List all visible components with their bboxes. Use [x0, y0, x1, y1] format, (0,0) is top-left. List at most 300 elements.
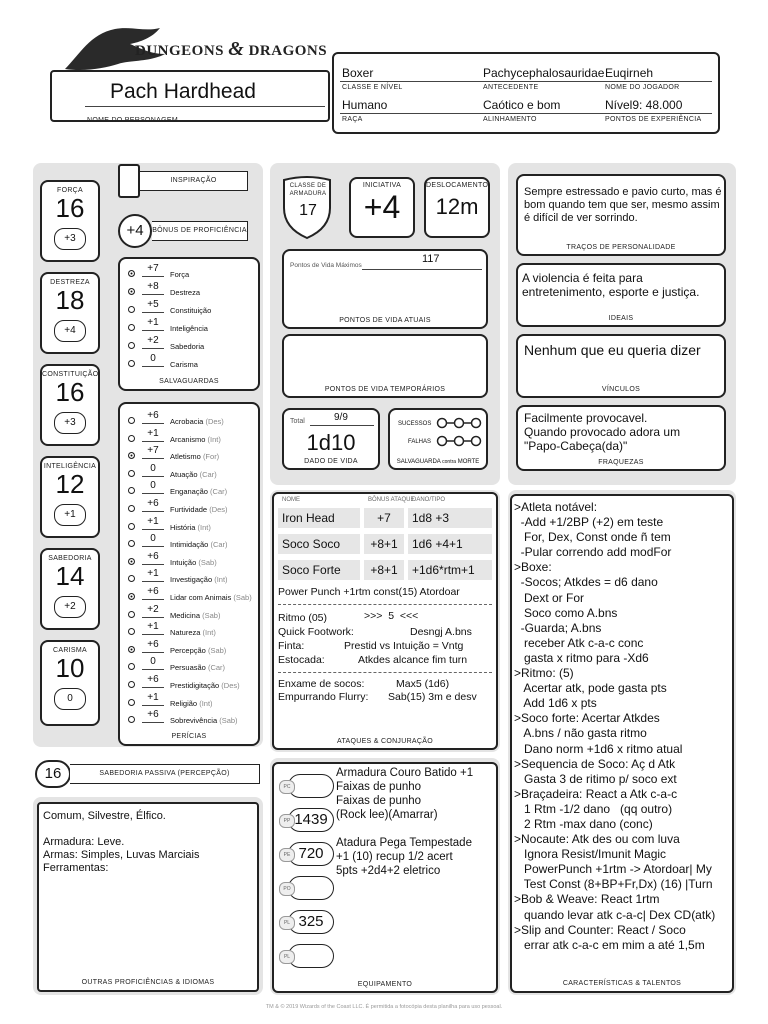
coin-value[interactable]: 325 — [298, 913, 324, 930]
skill-row — [126, 691, 256, 710]
alignment-label: ALINHAMENTO — [483, 116, 537, 123]
finta-b: Prestid vs Intuição = Vntg — [344, 640, 464, 652]
skill-value[interactable]: +1 — [142, 692, 164, 706]
save-name: Constituição — [170, 306, 212, 315]
death-saves-fail-checkboxes[interactable] — [436, 434, 482, 448]
skill-attribute: (Sab) — [198, 557, 217, 567]
skill-attribute: (Int) — [199, 698, 213, 708]
equipment-line: +1 (10) recup 1/2 acert — [336, 851, 453, 863]
skill-row — [126, 427, 256, 446]
save-value[interactable]: 0 — [142, 353, 164, 367]
skill-attribute: (Car) — [199, 469, 217, 479]
save-row — [126, 337, 254, 353]
player-name[interactable]: Euqirneh — [605, 66, 654, 80]
attacks-col-bonus: BÔNUS ATAQUE — [368, 497, 415, 503]
skill-name: Atletismo — [170, 452, 201, 462]
feature-line: Add 1d6 x pts — [514, 696, 597, 711]
footer-legal: TM & © 2019 Wizards of the Coast LLC. É permitida a fotocópia desta planilha para uso pessoal. — [265, 1004, 503, 1010]
save-value[interactable]: +5 — [142, 299, 164, 313]
skill-attribute: (Sab) — [233, 593, 252, 602]
character-name-label: NOME DO PERSONAGEM — [87, 117, 178, 124]
attack-name[interactable]: Iron Head — [278, 508, 360, 528]
info-line-2 — [340, 113, 712, 114]
inspiration-box[interactable] — [118, 164, 140, 198]
flaws-label: FRAQUEZAS — [598, 459, 644, 466]
player-name-label: NOME DO JOGADOR — [605, 84, 680, 91]
hp-max-value[interactable]: 117 — [422, 253, 440, 265]
feature-line: >Soco forte: Acertar Atkdes — [514, 711, 660, 726]
skill-label — [170, 699, 213, 708]
skill-value[interactable]: +6 — [142, 498, 164, 512]
death-saves-success-label: SUCESSOS — [398, 421, 432, 427]
skill-attribute: (Car) — [210, 487, 228, 497]
attack-bonus[interactable]: +8+1 — [364, 560, 404, 580]
skill-value[interactable]: +1 — [142, 428, 164, 442]
attack-bonus[interactable]: +8+1 — [364, 534, 404, 554]
skill-label — [170, 487, 227, 496]
flaws-line: "Papo-Cabeça(da)" — [524, 439, 628, 453]
skill-attribute: (Sab) — [207, 645, 227, 655]
save-proficiency-dot[interactable] — [128, 360, 135, 367]
skill-value[interactable]: +6 — [142, 586, 164, 600]
xp-label: PONTOS DE EXPERIÊNCIA — [605, 116, 702, 123]
brand-prefix: DUNGEONS — [135, 43, 225, 59]
feature-line: -Guarda; A.bns — [514, 620, 602, 635]
skill-label — [170, 575, 228, 584]
armor-class-value[interactable]: 17 — [299, 202, 317, 219]
skill-value[interactable]: +1 — [142, 568, 164, 582]
skill-value[interactable]: 0 — [142, 656, 164, 670]
feature-line: >Nocaute: Atk des ou com luva — [514, 832, 680, 847]
save-row — [126, 283, 254, 299]
hit-dice-total[interactable]: 9/9 — [334, 412, 348, 423]
other-proficiencies-text — [43, 810, 200, 875]
skill-label — [170, 716, 238, 725]
ability-name: CARISMA — [53, 647, 87, 654]
hp-current-box[interactable] — [282, 249, 488, 329]
class-level-label: CLASSE E NÍVEL — [342, 84, 403, 91]
feature-line: PowerPunch +1rtm -> Atordoar| My — [514, 862, 712, 877]
skill-attribute: (Int) — [207, 434, 221, 444]
hp-temp-box[interactable] — [282, 334, 488, 398]
ability-score[interactable]: 14 — [55, 561, 85, 591]
quick-footwork-a: Quick Footwork: — [278, 626, 354, 638]
ability-name: CONSTITUIÇÃO — [42, 371, 99, 378]
skill-row — [126, 676, 256, 692]
save-name: Força — [170, 270, 190, 279]
skill-label — [170, 611, 220, 620]
ability-score[interactable]: 12 — [55, 469, 85, 499]
feature-line: errar atk c-a-c em mim a até 1,5m — [514, 937, 705, 952]
skill-value[interactable]: 0 — [142, 480, 164, 494]
brand-amp: & — [228, 38, 245, 60]
skill-value[interactable]: +6 — [142, 410, 164, 424]
save-value[interactable]: +2 — [142, 335, 164, 349]
class-level[interactable]: Boxer — [342, 66, 374, 80]
skill-name: Lidar com Animais — [170, 593, 232, 602]
feature-line: >Atleta notável: — [514, 500, 598, 514]
skill-label — [170, 523, 211, 532]
skill-attribute: (Sab) — [219, 716, 238, 726]
ideals-label: IDEAIS — [608, 315, 634, 322]
coin-slot[interactable] — [283, 842, 334, 866]
feature-line: Gasta 3 de ritimo p/ soco ext — [514, 771, 677, 786]
other-prof-line: Armas: Simples, Luvas Marciais — [43, 849, 200, 861]
skill-name: História — [170, 522, 196, 532]
death-saves-success-checkboxes[interactable] — [436, 416, 482, 430]
coin-slot[interactable] — [283, 944, 334, 968]
skill-row — [126, 515, 256, 534]
hit-dice-total-line — [310, 425, 374, 426]
feature-line: >Boxe: — [514, 560, 552, 575]
death-saves-box — [388, 408, 488, 470]
skill-name: Intuição — [170, 557, 197, 567]
skill-row — [126, 711, 256, 727]
death-saves-label — [390, 459, 486, 465]
coin-value[interactable]: 1439 — [294, 811, 328, 828]
alignment[interactable]: Caótico e bom — [483, 98, 561, 112]
proficiency-label-box — [152, 221, 248, 241]
attacks-divider-2 — [278, 672, 492, 673]
save-name: Destreza — [170, 288, 201, 297]
features-box[interactable] — [510, 494, 734, 993]
feature-line: gasta x ritmo para -Xd6 — [514, 650, 649, 665]
enxame-a: Enxame de socos: — [278, 678, 365, 690]
save-proficiency-dot[interactable] — [128, 270, 135, 277]
coin-code: PP — [279, 814, 295, 828]
skill-name: Enganação — [170, 487, 208, 497]
feature-line: Test Const (8+BP+Fr,Dx) (16) |Turn — [514, 877, 713, 892]
coin-code: PL — [279, 916, 295, 930]
skill-proficiency-dot[interactable] — [128, 435, 135, 442]
ability-mod[interactable]: +1 — [54, 504, 86, 526]
skill-label — [170, 452, 219, 461]
skill-value[interactable]: 0 — [142, 463, 164, 477]
coin-slot[interactable] — [283, 774, 334, 798]
equipment-text[interactable] — [336, 766, 473, 878]
equipment-line: Armadura Couro Batido +1 — [336, 767, 474, 779]
feature-line: Acertar atk, pode gasta pts — [514, 681, 667, 696]
other-prof-line: Comum, Silvestre, Élfico. — [43, 810, 166, 822]
skill-row — [126, 603, 256, 622]
skill-proficiency-dot[interactable] — [128, 699, 135, 706]
speed-box[interactable] — [424, 177, 490, 238]
hp-max-line — [362, 269, 482, 270]
flaws-text — [524, 411, 680, 453]
save-proficiency-dot[interactable] — [128, 306, 135, 313]
ability-constitution — [40, 364, 100, 446]
attack-name[interactable]: Soco Forte — [278, 560, 360, 580]
skill-attribute: (Int) — [202, 628, 216, 638]
skill-value[interactable]: +6 — [142, 639, 164, 653]
skill-label — [170, 558, 217, 567]
skill-label — [170, 540, 228, 549]
coin-slot[interactable] — [283, 808, 334, 832]
attack-damage[interactable]: +1d6*rtm+1 — [408, 560, 492, 580]
save-row — [126, 265, 254, 281]
ritmo-b: >>> 5 <<< — [364, 610, 419, 622]
skill-attribute: (Sab) — [202, 610, 221, 620]
skill-name: Percepção — [170, 645, 206, 655]
skill-proficiency-dot[interactable] — [128, 558, 135, 565]
ability-mod[interactable]: +2 — [54, 596, 86, 618]
initiative-box[interactable] — [349, 177, 415, 238]
skills — [118, 402, 260, 746]
save-name: Carisma — [170, 360, 198, 369]
skill-proficiency-dot[interactable] — [128, 716, 135, 723]
feature-line: -Add +1/2BP (+2) em teste — [514, 515, 664, 530]
skill-row — [126, 588, 256, 604]
estocada-a: Estocada: — [278, 654, 325, 666]
race-label: RAÇA — [342, 116, 363, 123]
bonds-box[interactable] — [516, 334, 726, 398]
ability-score[interactable]: 18 — [55, 285, 85, 315]
ritmo-a: Ritmo (05) — [278, 612, 328, 624]
save-value[interactable]: +8 — [142, 281, 164, 295]
equipment-line: Atadura Pega Tempestade — [336, 837, 472, 849]
speed-label: DESLOCAMENTO — [426, 182, 489, 189]
coin-value[interactable]: 720 — [298, 845, 324, 862]
attacks-box — [272, 492, 498, 750]
finta-a: Finta: — [278, 640, 305, 652]
attack-damage[interactable]: 1d8 +3 — [408, 508, 492, 528]
character-name[interactable]: Pach Hardhead — [110, 80, 256, 103]
feature-line: A.bns / não gasta ritmo — [514, 726, 647, 741]
race[interactable]: Humano — [342, 98, 388, 112]
ability-name: FORÇA — [57, 187, 83, 194]
skill-attribute: (Des) — [221, 681, 240, 690]
skill-proficiency-dot[interactable] — [128, 681, 135, 688]
skill-name: Investigação — [170, 575, 213, 585]
skill-row — [126, 535, 256, 551]
ability-mod[interactable]: +3 — [54, 412, 86, 434]
features-label: CARACTERÍSTICAS & TALENTOS — [562, 980, 682, 987]
skill-row — [126, 658, 256, 674]
hit-dice-total-label: Total — [290, 418, 305, 425]
skill-attribute: (Des) — [209, 505, 228, 514]
skill-name: Atuação — [170, 469, 198, 479]
skill-value[interactable]: +6 — [142, 551, 164, 565]
other-proficiencies-label: OUTRAS PROFICIÊNCIAS & IDIOMAS — [81, 979, 215, 986]
skill-label — [170, 470, 217, 479]
feature-line: >Sequencia de Soco: Aç d Atk — [514, 756, 676, 771]
skill-attribute: (Int) — [214, 575, 228, 585]
armor-class-label: CLASSE DE ARMADURA — [289, 183, 327, 197]
feature-line: >Slip and Counter: React / Soco — [514, 922, 686, 937]
speed-value[interactable]: 12m — [435, 194, 479, 219]
skill-proficiency-dot[interactable] — [128, 575, 135, 582]
save-proficiency-dot[interactable] — [128, 288, 135, 295]
skill-attribute: (Int) — [197, 522, 211, 532]
hp-max-label: Pontos de Vida Máximos — [290, 262, 362, 269]
skill-value[interactable]: +1 — [142, 621, 164, 635]
ability-wisdom — [40, 548, 100, 630]
save-value[interactable]: +7 — [142, 263, 164, 277]
attacks-divider-1 — [278, 604, 492, 605]
death-saves-label-c: MORTE — [457, 459, 480, 465]
coin-slot[interactable] — [283, 910, 334, 934]
feature-line: Ignora Resist/Imunit Magic — [514, 847, 667, 862]
skill-proficiency-dot[interactable] — [128, 593, 135, 600]
save-proficiency-dot[interactable] — [128, 324, 135, 331]
attacks-col-dmg: DANO/TIPO — [412, 497, 446, 503]
feature-line: receber Atk c-a-c conc — [514, 635, 644, 650]
ability-score[interactable]: 16 — [55, 377, 85, 407]
saves-title: SALVAGUARDAS — [159, 378, 219, 385]
estocada-b: Atkdes alcance fim turn — [358, 654, 468, 666]
skill-proficiency-dot[interactable] — [128, 470, 135, 477]
attacks-col-name: NOME — [282, 497, 300, 503]
proficiency-value[interactable]: +4 — [118, 214, 152, 248]
saving-throws — [118, 257, 260, 391]
skill-proficiency-dot[interactable] — [128, 663, 135, 670]
equipment-line: Faixas de punho — [336, 795, 422, 807]
hit-dice-label: DADO DE VIDA — [304, 458, 358, 465]
feature-line: Dano norm +1d6 x ritmo atual — [514, 741, 683, 756]
skill-name: Prestidigitação — [170, 681, 220, 690]
skill-value[interactable]: +2 — [142, 604, 164, 618]
skill-row — [126, 412, 256, 428]
initiative-value[interactable]: +4 — [363, 189, 401, 225]
skill-row — [126, 500, 256, 516]
feature-line: >Braçadeira: React a Atk c-a-c — [514, 786, 678, 801]
skill-value[interactable]: +6 — [142, 674, 164, 688]
ability-intelligence — [40, 456, 100, 538]
attack-name[interactable]: Soco Soco — [278, 534, 360, 554]
skill-proficiency-dot[interactable] — [128, 646, 135, 653]
coin-code: PO — [279, 882, 295, 896]
death-saves-label-b: contra — [442, 459, 457, 465]
ability-strength — [40, 180, 100, 262]
coin-code: PE — [279, 848, 295, 862]
save-name: Inteligência — [170, 324, 208, 333]
skill-label — [170, 681, 240, 690]
skill-value[interactable]: +7 — [142, 445, 164, 459]
skill-name: Medicina — [170, 610, 201, 620]
skill-name: Religião — [170, 698, 198, 708]
other-prof-line: Armadura: Leve. — [43, 836, 125, 848]
empurrando-a: Empurrando Flurry: — [278, 691, 369, 703]
skill-name: Furtividade — [170, 505, 208, 514]
skill-attribute: (Des) — [205, 417, 224, 426]
info-line-1 — [340, 81, 712, 82]
save-row — [126, 301, 254, 317]
background[interactable]: Pachycephalosauridae — [483, 66, 605, 80]
save-row — [126, 319, 254, 335]
brand-suffix: DRAGONS — [248, 43, 328, 59]
skill-name: Intimidação — [170, 540, 209, 550]
flaws-box[interactable] — [516, 405, 726, 471]
feature-line: 2 Rtm -max dano (conc) — [514, 816, 653, 831]
xp[interactable]: Nível9: 48.000 — [605, 98, 683, 112]
equipment-line — [336, 822, 473, 836]
other-prof-line: Ferramentas: — [43, 862, 109, 874]
feature-line: -Socos; Atkdes = d6 dano — [514, 575, 658, 590]
skill-label — [170, 646, 226, 655]
skill-proficiency-dot[interactable] — [128, 487, 135, 494]
ability-score[interactable]: 16 — [55, 193, 85, 223]
ability-mod[interactable]: 0 — [54, 688, 86, 710]
feature-line: For, Dex, Const onde ñ tem — [514, 530, 671, 545]
skill-name: Persuasão — [170, 663, 206, 673]
flaws-line: Facilmente provocavel. — [524, 411, 648, 425]
bonds-text: Nenhum que eu queria dizer — [524, 342, 701, 358]
skill-value[interactable]: +6 — [142, 709, 164, 723]
hit-dice-value[interactable]: 1d10 — [306, 430, 356, 455]
equipment-line: (Rock lee)(Amarrar) — [336, 809, 438, 821]
hit-dice-box[interactable] — [282, 408, 380, 470]
save-value[interactable]: +1 — [142, 317, 164, 331]
other-proficiencies-box[interactable] — [37, 802, 259, 992]
features-text — [514, 500, 715, 953]
empurrando-b: Sab(15) 3m e desv — [388, 691, 477, 703]
skill-value[interactable]: +1 — [142, 516, 164, 530]
save-proficiency-dot[interactable] — [128, 342, 135, 349]
skill-row — [126, 462, 256, 481]
save-row — [126, 355, 254, 371]
equipment-line: 5pts +2d4+2 eletrico — [336, 865, 441, 877]
skill-proficiency-dot[interactable] — [128, 505, 135, 512]
death-saves-fail-label: FALHAS — [408, 439, 432, 445]
power-punch-line: Power Punch +1rtm const(15) Atordoar — [278, 586, 460, 598]
background-label: ANTECEDENTE — [483, 84, 539, 91]
ability-mod[interactable]: +4 — [54, 320, 86, 342]
feature-line: -Pular correndo add modFor — [514, 545, 672, 560]
skill-proficiency-dot[interactable] — [128, 628, 135, 635]
skill-proficiency-dot[interactable] — [128, 417, 135, 424]
passive-perception-value[interactable]: 16 — [35, 760, 71, 788]
character-name-line — [85, 106, 325, 107]
attack-bonus[interactable]: +7 — [364, 508, 404, 528]
ability-dexterity — [40, 272, 100, 354]
feature-line: Soco como A.bns — [514, 605, 618, 620]
ideals-text: A violencia é feita para entretenimento, esporte e justiça. — [522, 271, 700, 299]
coin-code: PL — [279, 950, 295, 964]
ideals-box[interactable] — [516, 263, 726, 327]
feature-line: 1 Rtm -1/2 dano (qq outro) — [514, 801, 673, 816]
equipment-label: EQUIPAMENTO — [357, 981, 413, 988]
ability-score[interactable]: 10 — [55, 653, 85, 683]
brand-logo — [40, 24, 340, 74]
ability-name: SABEDORIA — [48, 555, 92, 562]
equipment-line: Faixas de punho — [336, 781, 422, 793]
feature-line: quando levar atk c-a-c| Dex CD(atk) — [514, 907, 716, 922]
skill-name: Sobrevivência — [170, 716, 218, 726]
skill-proficiency-dot[interactable] — [128, 523, 135, 530]
skill-value[interactable]: 0 — [142, 533, 164, 547]
other-prof-line — [43, 823, 200, 836]
ability-mod[interactable]: +3 — [54, 228, 86, 250]
skill-label — [170, 505, 228, 514]
skill-row — [126, 623, 256, 639]
skill-proficiency-dot[interactable] — [128, 611, 135, 618]
ability-charisma — [40, 640, 100, 726]
feature-line: Dext or For — [514, 590, 585, 605]
skill-proficiency-dot[interactable] — [128, 540, 135, 547]
skill-row — [126, 482, 256, 498]
personality-box[interactable] — [516, 174, 726, 256]
save-name: Sabedoria — [170, 342, 205, 351]
skill-name: Natureza — [170, 628, 201, 638]
coin-slot[interactable] — [283, 876, 334, 900]
personality-text: Sempre estressado e pavio curto, mas é bom quando tem que ser, mesmo assim é difícil de ver sorrindo. — [524, 186, 722, 224]
attack-damage[interactable]: 1d6 +4+1 — [408, 534, 492, 554]
ability-name: INTELIGÊNCIA — [43, 463, 97, 470]
bonds-label: VÍNCULOS — [601, 386, 641, 393]
skill-proficiency-dot[interactable] — [128, 452, 135, 459]
quick-footwork-b: Desngj A.bns — [410, 626, 472, 638]
passive-perception-label: SABEDORIA PASSIVA (PERCEPÇÃO) — [99, 770, 230, 777]
